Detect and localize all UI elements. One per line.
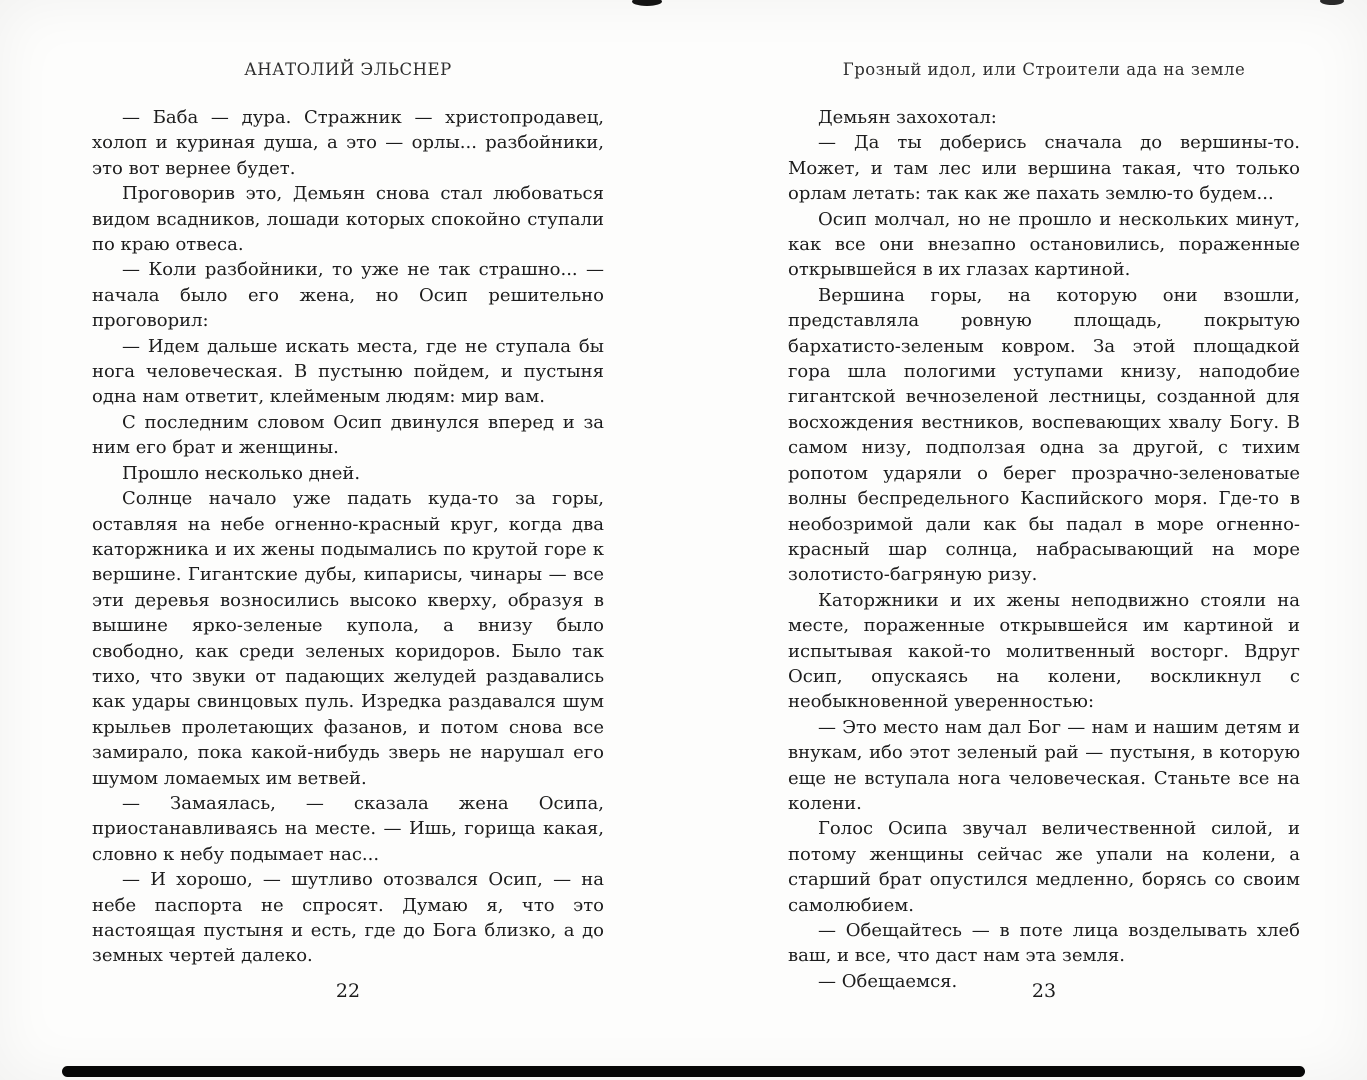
paragraph: Солнце начало уже падать куда-то за горы, оставляя на небе огненно-красный круг, когда два каторжника и их жены подымались по крутой горе к вершине. Гигантские дубы, кипарисы, чинары — все эти деревья возносились высоко кверху, образуя в вышине ярко-зеленые купола, а внизу было свободно, как среди зеленых коридоров. Было так тихо, что звуки от падающих желудей раздавались как удары свинцовых пуль. Изредка раздавался шум крыльев пролетающих фазанов, и потом снова все замирало, пока какой-нибудь зверь не нарушал его шумом ломаемых им ветвей. [92, 488, 604, 789]
right-text-block [788, 105, 1300, 994]
paragraph: — Замаялась, — сказала жена Осипа, приостанавливаясь на месте. — Ишь, горища какая, словно к небу подымает нас... [92, 792, 604, 865]
paragraph: — Идем дальше искать места, где не ступала бы нога человеческая. В пустыню пойдем, и пустыня одна нам ответит, клейменым людям: мир вам. [92, 335, 604, 408]
paragraph: С последним словом Осип двинулся вперед и за ним его брат и женщины. [92, 411, 604, 459]
running-head-author: АНАТОЛИЙ ЭЛЬСНЕР [244, 60, 452, 79]
paragraph: Демьян захохотал: [818, 107, 997, 128]
scan-artifact-top-right [1320, 0, 1344, 5]
paragraph: — Это место нам дал Бог — нам и нашим детям и внукам, ибо этот зеленый рай — пустыня, в которую еще не вступала нога человеческая. Станьте все на колени. [788, 716, 1300, 814]
paragraph: — Обещаемся. [818, 970, 958, 992]
running-head-title: Грозный идол, или Строители ада на земле [842, 60, 1246, 79]
page-right [788, 60, 1300, 994]
scan-artifact-top-center [632, 0, 662, 6]
paragraph: Прошло несколько дней. [122, 462, 361, 484]
paragraph: Каторжники и их жены неподвижно стояли на месте, пораженные открывшейся им картиной и испытывая какой-то молитвенный восторг. Вдруг Осип, опускаясь на колени, воскликнул с необыкновенной уверенностью: [788, 589, 1300, 713]
paragraph: — Коли разбойники, то уже не так страшно... — начала было его жена, но Осип решительно проговорил: [92, 259, 604, 332]
paragraph: — Обещайтесь — в поте лица возделывать хлеб ваш, и все, что даст нам эта земля. [788, 920, 1300, 967]
paragraph: Голос Осипа звучал величественной силой, и потому женщины сейчас же упали на колени, а старший брат опустился медленно, борясь со своим самолюбием. [788, 818, 1300, 916]
page-number-left: 22 [335, 980, 361, 1002]
scan-artifact-bottom-bar [62, 1066, 1305, 1077]
paragraph: — И хорошо, — шутливо отозвался Осип, — на небе паспорта не спросят. Думаю я, что это настоящая пустыня и есть, где до Бога близко, а до земных чертей далеко. [92, 869, 604, 967]
paragraph: — Баба — дура. Стражник — христопродавец, холоп и куриная душа, а это — орлы... разбойники, это вот вернее будет. [92, 107, 604, 179]
paragraph: Проговорив это, Демьян снова стал любоваться видом всадников, лошади которых спокойно ступали по краю отвеса. [92, 183, 604, 256]
paragraph: — Да ты доберись сначала до вершины-то. Может, и там лес или вершина такая, что только орлам летать: так как же пахать землю-то будем... [788, 132, 1300, 205]
paragraph: Вершина горы, на которую они взошли, представляла ровную площадь, покрытую бархатисто-зеленым ковром. За этой площадкой гора шла пологими уступами книзу, наподобие гигантской вечнозеленой лестницы, созданной для восхождения вестников, воспевающих хвалу Богу. В самом низу, подползая одна за другой, с тихим ропотом ударяли о берег прозрачно-зеленоватые волны беспредельного Каспийского моря. Где-то в необозримой дали как бы падал в море огненно-красный шар солнца, набрасывающий на море золотисто-багряную ризу. [788, 284, 1300, 586]
left-text-block [92, 105, 604, 969]
page-left [92, 60, 604, 969]
page-number-right: 23 [1031, 980, 1057, 1002]
paragraph: Осип молчал, но не прошло и нескольких минут, как все они внезапно остановились, пораженные открывшейся в их глазах картиной. [788, 208, 1300, 281]
